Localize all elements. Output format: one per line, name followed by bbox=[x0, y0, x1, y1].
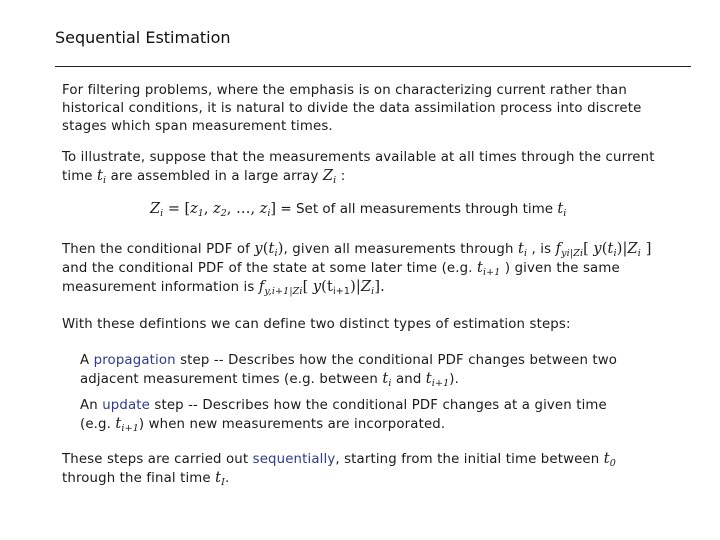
title-divider bbox=[55, 66, 691, 67]
sequential-line-2: through the final time $t_I$. bbox=[62, 470, 230, 488]
pdf-line-1: Then the conditional PDF of $y(t_i)$, given all measurements through $t_i$ , is $f_{yi|Zi}$[ $y(t_i)|Z_i$ ] bbox=[62, 241, 652, 259]
definition-equation: $Z_i = [z_1$, $z_2$, …, $z_i$] = Set of all measurements through time $t_i$ bbox=[150, 201, 567, 219]
eq-lhs: $Z_i$ bbox=[150, 201, 164, 219]
propagation-line-2: adjacent measurement times (e.g. between $t_i$ and $t_{i+1}$). bbox=[80, 371, 459, 389]
intro-paragraph bbox=[62, 82, 641, 136]
pdf-line-3: measurement information is $f_{y,i+1|Zi}$[ $y(t_{i+1})|Z_i$]. bbox=[62, 279, 385, 297]
sequential-line-1: These steps are carried out sequentially, starting from the initial time between $t_0$ bbox=[62, 451, 616, 469]
math-t: $t_i$ bbox=[97, 168, 107, 186]
page-title: Sequential Estimation bbox=[55, 28, 231, 47]
intro-line-2: historical conditions, it is natural to divide the data assimilation process into discrete bbox=[62, 101, 642, 116]
illustrate-line-1: To illustrate, suppose that the measurements available at all times through the current bbox=[62, 150, 655, 165]
text: are assembled in a large array bbox=[110, 169, 319, 184]
illustrate-paragraph bbox=[62, 149, 655, 186]
definitions-paragraph: With these defintions we can define two distinct types of estimation steps: bbox=[62, 317, 571, 332]
conditional-pdf-paragraph bbox=[62, 240, 652, 297]
update-line-2: (e.g. $t_{i+1}$) when new measurements are incorporated. bbox=[80, 416, 446, 434]
propagation-item bbox=[80, 352, 617, 389]
pdf-line-2: and the conditional PDF of the state at some later time (e.g. $t_{i+1}$ ) given the same bbox=[62, 260, 620, 278]
text: : bbox=[340, 169, 346, 184]
eq-text: = Set of all measurements through time bbox=[276, 201, 558, 217]
text: time bbox=[62, 169, 93, 184]
sequential-paragraph bbox=[62, 450, 616, 488]
eq-time: $t_i$ bbox=[557, 201, 567, 219]
propagation-term: propagation bbox=[93, 353, 176, 368]
update-term: update bbox=[102, 398, 150, 413]
math-Z: $Z_i$ bbox=[322, 168, 337, 186]
propagation-line-1: A propagation step -- Describes how the conditional PDF changes between two bbox=[80, 353, 618, 368]
illustrate-line-2 bbox=[62, 167, 655, 186]
update-item bbox=[80, 397, 607, 434]
update-line-1: An update step -- Describes how the conditional PDF changes at a given time bbox=[80, 398, 607, 413]
intro-line-1: For filtering problems, where the emphasis is on characterizing current rather than bbox=[62, 83, 627, 98]
sequential-term: sequentially bbox=[252, 452, 336, 467]
intro-line-3: stages which span measurement times. bbox=[62, 119, 333, 134]
